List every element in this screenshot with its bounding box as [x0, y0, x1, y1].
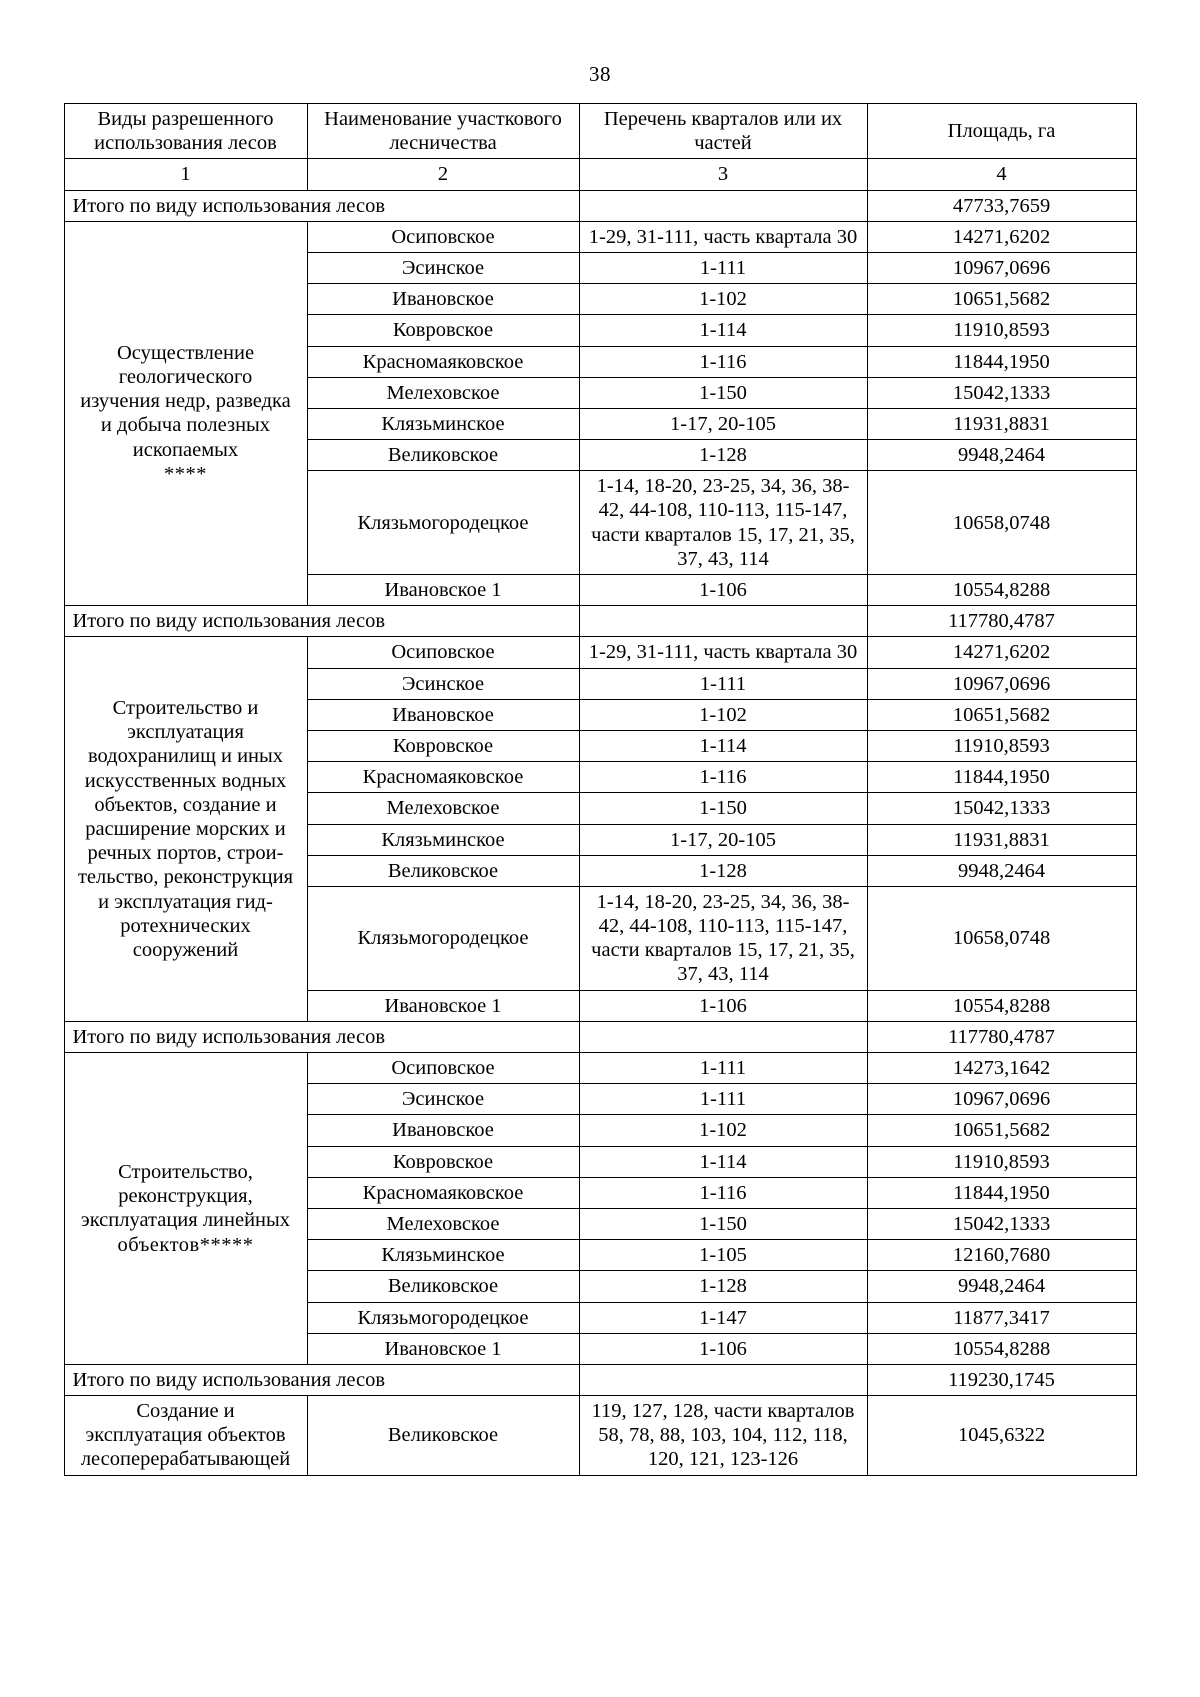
quarters-list: 1-111 [579, 252, 867, 283]
column-number-row [64, 159, 1136, 190]
forestry-name: Красномаяковское [307, 346, 579, 377]
category-line: сооружений [132, 938, 239, 961]
area-value: 11844,1950 [867, 1177, 1136, 1208]
category-line: эксплуатация [127, 721, 244, 744]
total-label: Итого по виду использования лесов [64, 1364, 579, 1395]
permitted-forest-use-table [64, 103, 1137, 1476]
area-value: 11844,1950 [867, 762, 1136, 793]
total-area: 117780,4787 [867, 606, 1136, 637]
quarters-list: 1-114 [579, 730, 867, 761]
category-line: Строительство, [118, 1161, 253, 1184]
column-number-1: 1 [64, 159, 307, 190]
forestry-name: Мелеховское [307, 793, 579, 824]
column-number-3: 3 [579, 159, 867, 190]
quarters-list: 1-116 [579, 1177, 867, 1208]
total-quarters-empty [579, 1021, 867, 1052]
area-value: 11910,8593 [867, 730, 1136, 761]
column-header-forestry-name: Наименование участкового лесничества [307, 104, 579, 159]
forestry-name: Клязьмогородецкое [307, 471, 579, 575]
category-line: речных портов, строи- [87, 842, 284, 865]
total-quarters-empty [579, 1364, 867, 1395]
quarters-list: 1-105 [579, 1240, 867, 1271]
area-value: 10554,8288 [867, 575, 1136, 606]
category-cell-geological [64, 221, 307, 605]
area-value: 14271,6202 [867, 221, 1136, 252]
quarters-list: 1-17, 20-105 [579, 824, 867, 855]
quarters-list: 1-111 [579, 1053, 867, 1084]
area-value: 10554,8288 [867, 1333, 1136, 1364]
category-line: эксплуатация объектов [85, 1424, 286, 1447]
category-line: ископаемых [132, 438, 239, 461]
column-header-quarters: Перечень кварталов или их частей [579, 104, 867, 159]
forestry-name: Клязьмогородецкое [307, 886, 579, 990]
forestry-name: Ковровское [307, 730, 579, 761]
area-value: 11910,8593 [867, 1146, 1136, 1177]
forestry-name: Клязьминское [307, 1240, 579, 1271]
quarters-list: 1-102 [579, 699, 867, 730]
area-value: 10554,8288 [867, 990, 1136, 1021]
category-footnote-marker: **** [164, 462, 207, 485]
area-value: 11931,8831 [867, 824, 1136, 855]
forestry-name: Осиповское [307, 637, 579, 668]
area-value: 10651,5682 [867, 284, 1136, 315]
quarters-list: 1-150 [579, 793, 867, 824]
total-label: Итого по виду использования лесов [64, 1021, 579, 1052]
area-value: 11844,1950 [867, 346, 1136, 377]
forestry-name: Ивановское [307, 699, 579, 730]
category-line: расширение морских и [85, 818, 286, 840]
total-area: 117780,4787 [867, 1021, 1136, 1052]
area-value: 10651,5682 [867, 1115, 1136, 1146]
forestry-name: Мелеховское [307, 1208, 579, 1239]
area-value: 10967,0696 [867, 668, 1136, 699]
forestry-name: Клязьминское [307, 824, 579, 855]
area-value: 12160,7680 [867, 1240, 1136, 1271]
quarters-list: 1-14, 18-20, 23-25, 34, 36, 38-42, 44-108, 110-113, 115-147, части кварталов 15, 17, 21, 35, 37, 43, 114 [579, 886, 867, 990]
total-row [64, 190, 1136, 221]
quarters-list: 1-147 [579, 1302, 867, 1333]
area-value: 14271,6202 [867, 637, 1136, 668]
table-row [64, 1053, 1136, 1084]
forestry-name: Великовское [307, 1271, 579, 1302]
quarters-list: 1-150 [579, 377, 867, 408]
forestry-name: Великовское [307, 440, 579, 471]
area-value: 11931,8831 [867, 408, 1136, 439]
quarters-list: 119, 127, 128, части кварталов 58, 78, 88, 103, 104, 112, 118, 120, 121, 123-126 [579, 1396, 867, 1476]
quarters-list: 1-114 [579, 1146, 867, 1177]
category-cell-wood-processing [64, 1396, 307, 1476]
forestry-name: Клязьминское [307, 408, 579, 439]
forestry-name: Эсинское [307, 252, 579, 283]
forestry-name: Эсинское [307, 668, 579, 699]
forestry-name: Великовское [307, 855, 579, 886]
area-value: 10658,0748 [867, 471, 1136, 575]
category-line: реконструкция, [118, 1185, 253, 1208]
forestry-name: Ивановское 1 [307, 575, 579, 606]
quarters-list: 1-106 [579, 990, 867, 1021]
column-number-2: 2 [307, 159, 579, 190]
forestry-name: Великовское [307, 1396, 579, 1476]
area-value: 10967,0696 [867, 252, 1136, 283]
category-line: тельство, реконструкция [77, 866, 294, 889]
total-row [64, 1364, 1136, 1395]
table-row [64, 221, 1136, 252]
category-line: геологического [118, 366, 253, 389]
category-line: искусственных водных [84, 769, 287, 792]
area-value: 11877,3417 [867, 1302, 1136, 1333]
category-line: эксплуатация линейных [80, 1209, 291, 1232]
table-row [64, 1396, 1136, 1476]
quarters-list: 1-150 [579, 1208, 867, 1239]
quarters-list: 1-102 [579, 1115, 867, 1146]
quarters-list: 1-114 [579, 315, 867, 346]
forestry-name: Эсинское [307, 1084, 579, 1115]
category-line: ротехнических [120, 914, 251, 937]
quarters-list: 1-116 [579, 346, 867, 377]
category-line: Строительство и [112, 697, 259, 720]
category-line: объектов, создание и [94, 793, 277, 816]
quarters-list: 1-14, 18-20, 23-25, 34, 36, 38-42, 44-108, 110-113, 115-147, части кварталов 15, 17, 21, 35, 37, 43, 114 [579, 471, 867, 575]
quarters-list: 1-128 [579, 855, 867, 886]
forestry-name: Красномаяковское [307, 762, 579, 793]
total-quarters-empty [579, 606, 867, 637]
area-value: 9948,2464 [867, 1271, 1136, 1302]
quarters-list: 1-116 [579, 762, 867, 793]
quarters-list: 1-111 [579, 668, 867, 699]
quarters-list: 1-128 [579, 1271, 867, 1302]
area-value: 15042,1333 [867, 1208, 1136, 1239]
forestry-name: Ивановское [307, 284, 579, 315]
table-row [64, 637, 1136, 668]
forestry-name: Ивановское [307, 1115, 579, 1146]
total-quarters-empty [579, 190, 867, 221]
area-value: 10651,5682 [867, 699, 1136, 730]
category-line: и добыча полезных [100, 414, 271, 437]
area-value: 11910,8593 [867, 315, 1136, 346]
category-line: объектов***** [117, 1233, 254, 1256]
category-line: водохранилищ и иных [87, 745, 284, 768]
category-line: Создание и [136, 1400, 235, 1423]
quarters-list: 1-102 [579, 284, 867, 315]
total-label: Итого по виду использования лесов [64, 606, 579, 637]
area-value: 14273,1642 [867, 1053, 1136, 1084]
quarters-list: 1-111 [579, 1084, 867, 1115]
forestry-name: Осиповское [307, 221, 579, 252]
category-line: изучения недр, разведка [80, 390, 291, 413]
column-header-area: Площадь, га [867, 104, 1136, 159]
forestry-name: Ковровское [307, 1146, 579, 1177]
page-number: 38 [589, 62, 611, 86]
area-value: 15042,1333 [867, 377, 1136, 408]
forestry-name: Осиповское [307, 1053, 579, 1084]
forestry-name: Ивановское 1 [307, 1333, 579, 1364]
category-line: Осуществление [116, 341, 255, 364]
total-area: 119230,1745 [867, 1364, 1136, 1395]
total-label: Итого по виду использования лесов [64, 190, 579, 221]
total-row [64, 606, 1136, 637]
area-value: 9948,2464 [867, 440, 1136, 471]
total-area: 47733,7659 [867, 190, 1136, 221]
category-cell-linear-objects [64, 1053, 307, 1365]
quarters-list: 1-29, 31-111, часть квартала 30 [579, 221, 867, 252]
area-value: 9948,2464 [867, 855, 1136, 886]
quarters-list: 1-106 [579, 1333, 867, 1364]
quarters-list: 1-106 [579, 575, 867, 606]
area-value: 10658,0748 [867, 886, 1136, 990]
table-header-row [64, 104, 1136, 159]
forestry-name: Клязьмогородецкое [307, 1302, 579, 1333]
area-value: 10967,0696 [867, 1084, 1136, 1115]
total-row [64, 1021, 1136, 1052]
column-number-4: 4 [867, 159, 1136, 190]
category-cell-hydro [64, 637, 307, 1021]
column-header-use-types: Виды разрешенного использования лесов [64, 104, 307, 159]
area-value: 15042,1333 [867, 793, 1136, 824]
forestry-name: Ивановское 1 [307, 990, 579, 1021]
category-line: и эксплуатация гид- [98, 890, 273, 913]
quarters-list: 1-17, 20-105 [579, 408, 867, 439]
forestry-name: Ковровское [307, 315, 579, 346]
forestry-name: Красномаяковское [307, 1177, 579, 1208]
forestry-name: Мелеховское [307, 377, 579, 408]
quarters-list: 1-128 [579, 440, 867, 471]
category-line: лесоперерабатывающей [80, 1448, 291, 1471]
area-value: 1045,6322 [867, 1396, 1136, 1476]
quarters-list: 1-29, 31-111, часть квартала 30 [579, 637, 867, 668]
